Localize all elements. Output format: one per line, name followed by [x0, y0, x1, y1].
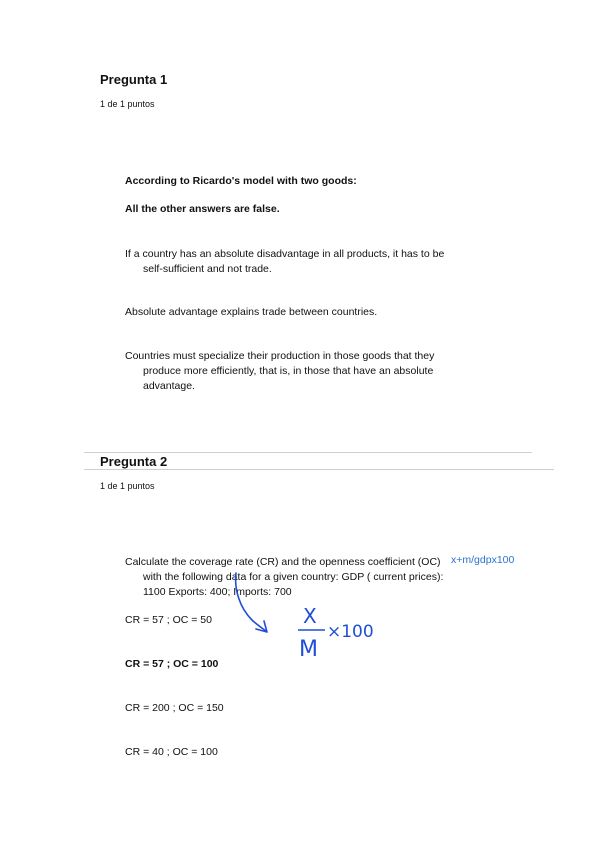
q1-option-2[interactable]: If a country has an absolute disadvantage in all products, it has to be self-sufficient and not trade.: [125, 248, 445, 275]
q2-option-4[interactable]: CR = 40 ; OC = 100: [125, 746, 218, 758]
q1-option-4[interactable]: Countries must specialize their production in those goods that they produce more efficiently, that is, in those that have an absolute advantage.: [125, 350, 435, 392]
question-separator-top: [84, 452, 532, 453]
question-1-stem: According to Ricardo's model with two goods:: [125, 175, 357, 187]
q2-option-1[interactable]: CR = 57 ; OC = 50: [125, 614, 212, 626]
q1-option-1[interactable]: All the other answers are false.: [125, 203, 280, 215]
handwritten-multiplier: ×100: [327, 622, 374, 642]
question-2-title: Pregunta 2: [100, 454, 168, 469]
handwritten-denominator: M: [299, 637, 318, 662]
question-1-score: 1 de 1 puntos: [100, 99, 155, 109]
q2-option-3[interactable]: CR = 200 ; OC = 150: [125, 702, 224, 714]
q1-option-3[interactable]: Absolute advantage explains trade between countries.: [125, 306, 378, 318]
question-1-title: Pregunta 1: [100, 72, 168, 87]
typed-annotation-note: x+m/gdpx100: [451, 554, 515, 566]
handwritten-numerator: X: [303, 604, 317, 628]
q2-option-2[interactable]: CR = 57 ; OC = 100: [125, 658, 219, 670]
question-2-stem: Calculate the coverage rate (CR) and the openness coefficient (OC) with the following data for a given country: GDP ( current prices): 1100 Exports: 400; Imports: 700: [125, 556, 444, 598]
question-2-score: 1 de 1 puntos: [100, 481, 155, 491]
question-separator-bottom: [84, 469, 554, 470]
handwritten-arrowhead-icon: [256, 621, 267, 632]
